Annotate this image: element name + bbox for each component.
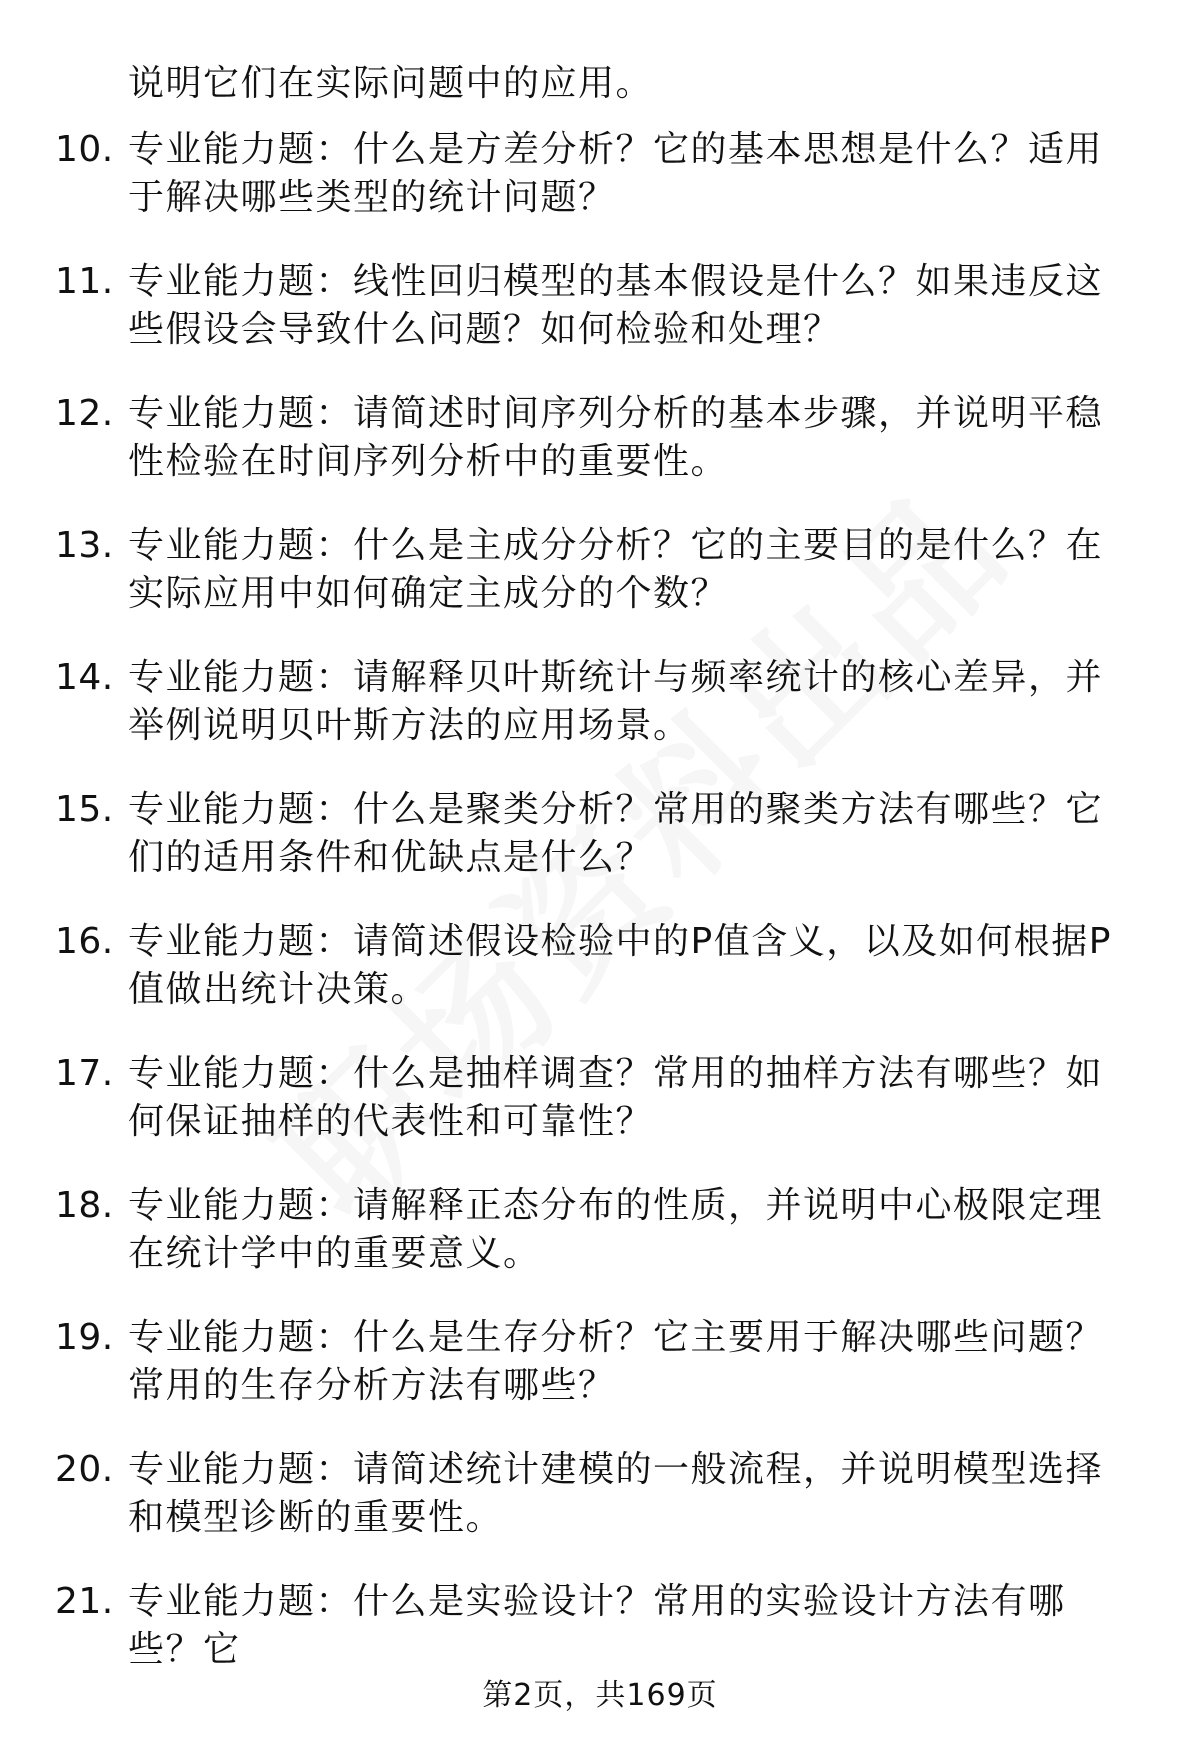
- question-number: 20.: [55, 1449, 114, 1490]
- question-list: [0, 126, 1200, 1670]
- question-item: [0, 390, 1200, 486]
- question-text: 专业能力题：什么是实验设计？常用的实验设计方法有哪些？它: [128, 1581, 1066, 1670]
- question-number: 21.: [55, 1581, 114, 1622]
- continuation-text: 说明它们在实际问题中的应用。: [128, 63, 654, 104]
- question-text: 专业能力题：线性回归模型的基本假设是什么？如果违反这些假设会导致什么问题？如何检验和处理？: [128, 261, 1104, 350]
- question-text: 专业能力题：请解释正态分布的性质，并说明中心极限定理在统计学中的重要意义。: [128, 1185, 1104, 1274]
- question-item: [0, 654, 1200, 750]
- question-item: [0, 1314, 1200, 1410]
- question-text: 专业能力题：什么是主成分分析？它的主要目的是什么？在实际应用中如何确定主成分的个数？: [128, 525, 1104, 614]
- question-number: 14.: [55, 657, 114, 698]
- question-text: 专业能力题：请简述统计建模的一般流程，并说明模型选择和模型诊断的重要性。: [128, 1449, 1104, 1538]
- question-item: [0, 258, 1200, 354]
- question-number: 18.: [55, 1185, 114, 1226]
- question-text: 专业能力题：什么是抽样调查？常用的抽样方法有哪些？如何保证抽样的代表性和可靠性？: [128, 1053, 1104, 1142]
- page-footer: 第2页，共169页: [482, 1678, 718, 1713]
- question-number: 13.: [55, 525, 114, 566]
- question-number: 15.: [55, 789, 114, 830]
- question-text: 专业能力题：什么是方差分析？它的基本思想是什么？适用于解决哪些类型的统计问题？: [128, 129, 1104, 218]
- question-number: 11.: [55, 261, 114, 302]
- question-text: 专业能力题：什么是生存分析？它主要用于解决哪些问题？常用的生存分析方法有哪些？: [128, 1317, 1104, 1406]
- question-text: 专业能力题：请简述假设检验中的P值含义，以及如何根据P值做出统计决策。: [128, 921, 1112, 1010]
- question-item: [0, 1182, 1200, 1278]
- question-text: 专业能力题：请解释贝叶斯统计与频率统计的核心差异，并举例说明贝叶斯方法的应用场景。: [128, 657, 1104, 746]
- question-number: 19.: [55, 1317, 114, 1358]
- question-item: [0, 786, 1200, 882]
- question-item: [0, 126, 1200, 222]
- question-number: 16.: [55, 921, 114, 962]
- question-item: [0, 918, 1200, 1014]
- question-item: [0, 1578, 1200, 1670]
- question-item: [0, 1050, 1200, 1146]
- question-number: 12.: [55, 393, 114, 434]
- question-number: 10.: [55, 129, 114, 170]
- question-number: 17.: [55, 1053, 114, 1094]
- question-item: [0, 522, 1200, 618]
- question-text: 专业能力题：请简述时间序列分析的基本步骤，并说明平稳性检验在时间序列分析中的重要性。: [128, 393, 1104, 482]
- question-item: [0, 1446, 1200, 1542]
- question-text: 专业能力题：什么是聚类分析？常用的聚类方法有哪些？它们的适用条件和优缺点是什么？: [128, 789, 1104, 878]
